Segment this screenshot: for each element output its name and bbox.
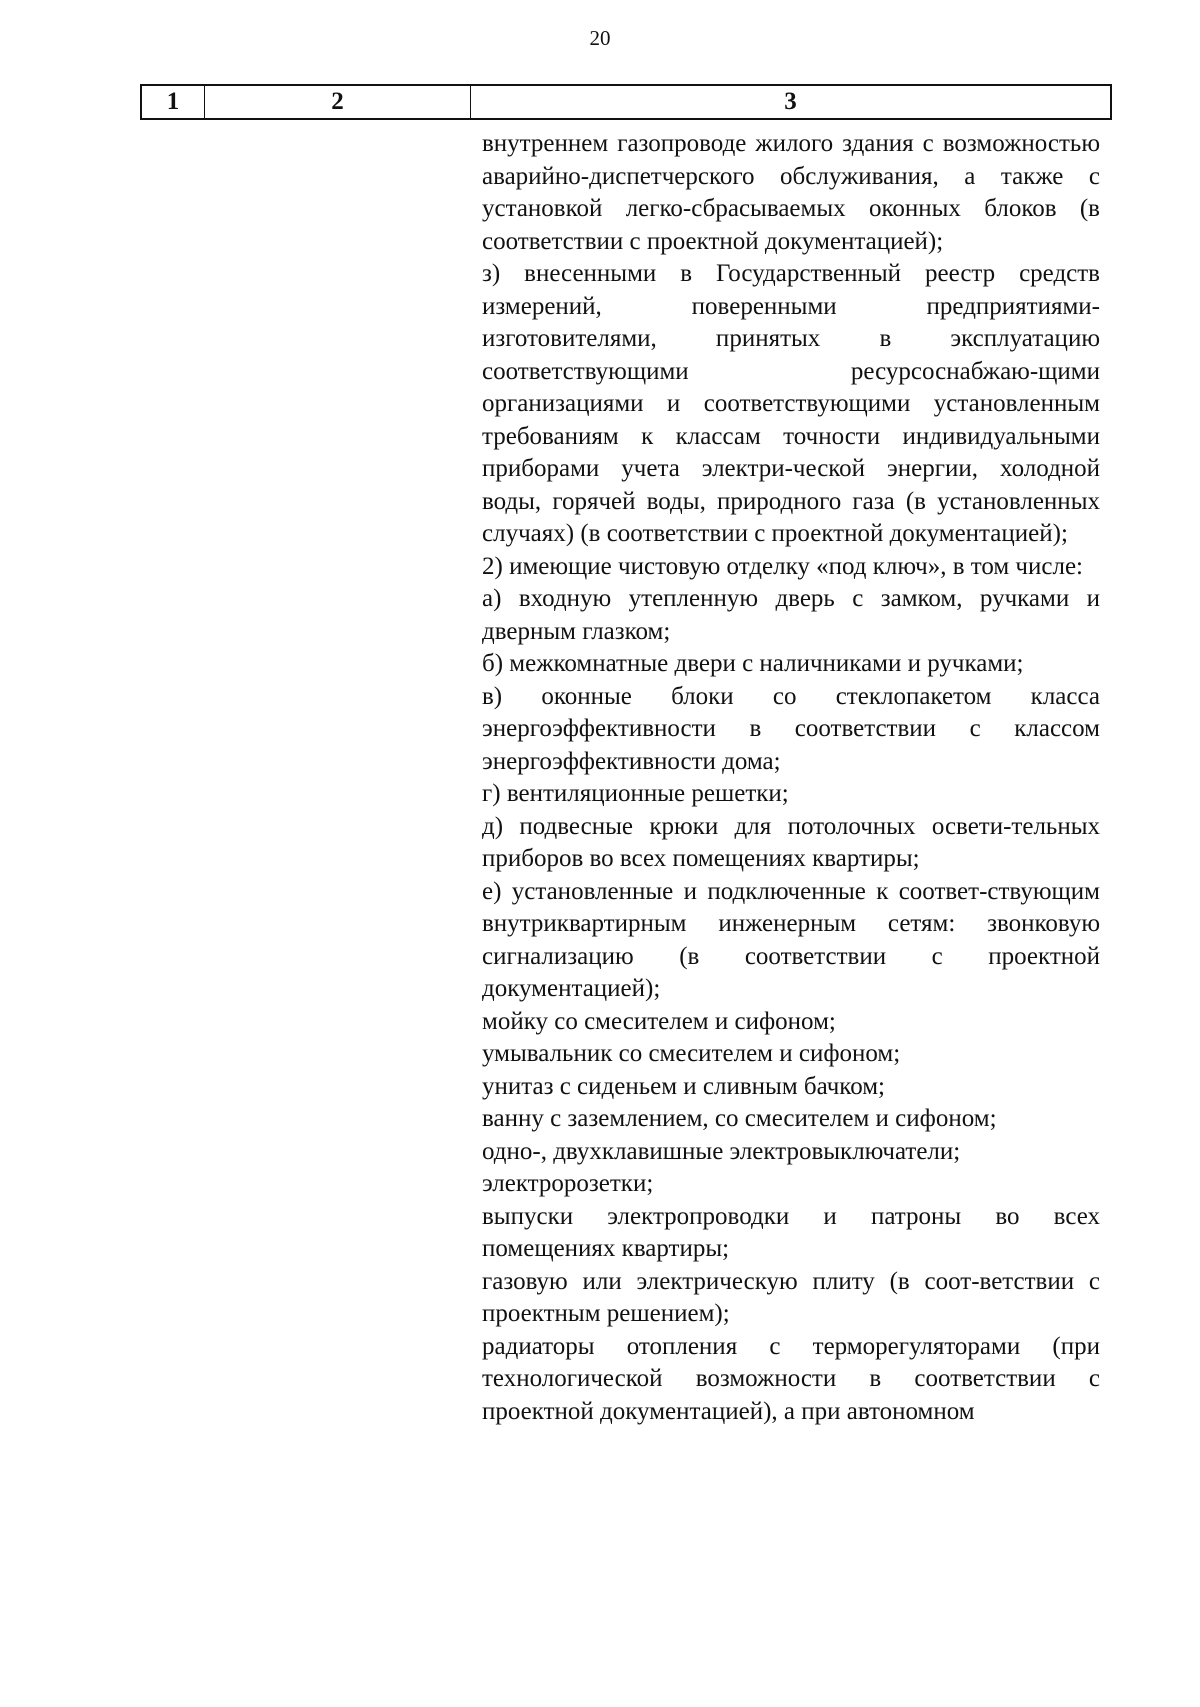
paragraph: выпуски электропроводки и патроны во всех помещениях квартиры; [482, 1202, 1100, 1262]
paragraph: з) внесенными в Государственный реестр средств измерений, поверенными предприятиями-изготовителями, принятых в эксплуатацию соответствующими ресурсоснабжаю-щими организациями и соответствующими установленным требованиям к классам точности индивидуальными приборами учета электри-ческой энергии, холодной воды, горячей воды, природного газа (в установленных случаях) (в соответствии с проектной документацией); [482, 260, 1100, 547]
paragraph: а) входную утепленную дверь с замком, ручками и дверным глазком; [482, 585, 1100, 645]
paragraph: электророзетки; [482, 1170, 654, 1197]
paragraph: одно-, двухклавишные электровыключатели; [482, 1137, 961, 1165]
paragraph: 2) имеющие чистовую отделку «под ключ», в том числе: [482, 552, 1084, 580]
paragraph: д) подвесные крюки для потолочных освети-тельных приборов во всех помещениях квартиры; [482, 812, 1100, 872]
paragraph: в) оконные блоки со стеклопакетом класса энергоэффективности в соответствии с классом энергоэффективности дома; [482, 682, 1100, 775]
paragraph: б) межкомнатные двери с наличниками и ручками; [482, 650, 1024, 677]
paragraph: унитаз с сиденьем и сливным бачком; [482, 1072, 885, 1100]
paragraph: мойку со смесителем и сифоном; [482, 1007, 836, 1035]
paragraph: умывальник со смесителем и сифоном; [482, 1040, 901, 1067]
column-1-header: 1 [142, 86, 205, 118]
paragraph: внутреннем газопроводе жилого здания с возможностью аварийно-диспетчерского обслуживания, а также с установкой легко-сбрасываемых оконных блоков (в соответствии с проектной документацией); [482, 130, 1100, 255]
paragraph: г) вентиляционные решетки; [482, 780, 789, 807]
page-number: 20 [589, 26, 611, 50]
paragraph: газовую или электрическую плиту (в соот-ветствии с проектным решением); [482, 1267, 1100, 1327]
column-2-header: 2 [205, 86, 471, 118]
table-header-row [140, 84, 1112, 120]
paragraph: е) установленные и подключенные к соответ-ствующим внутриквартирным инженерным сетям: звонковую сигнализацию (в соответствии с проектной документацией); [482, 877, 1100, 1002]
paragraph: радиаторы отопления с терморегуляторами (при технологической возможности в соответствии с проектной документацией), а при автономном [482, 1332, 1100, 1425]
column-3-content [482, 128, 1100, 1428]
paragraph: ванну с заземлением, со смесителем и сифоном; [482, 1105, 997, 1132]
column-3-header: 3 [784, 88, 797, 115]
